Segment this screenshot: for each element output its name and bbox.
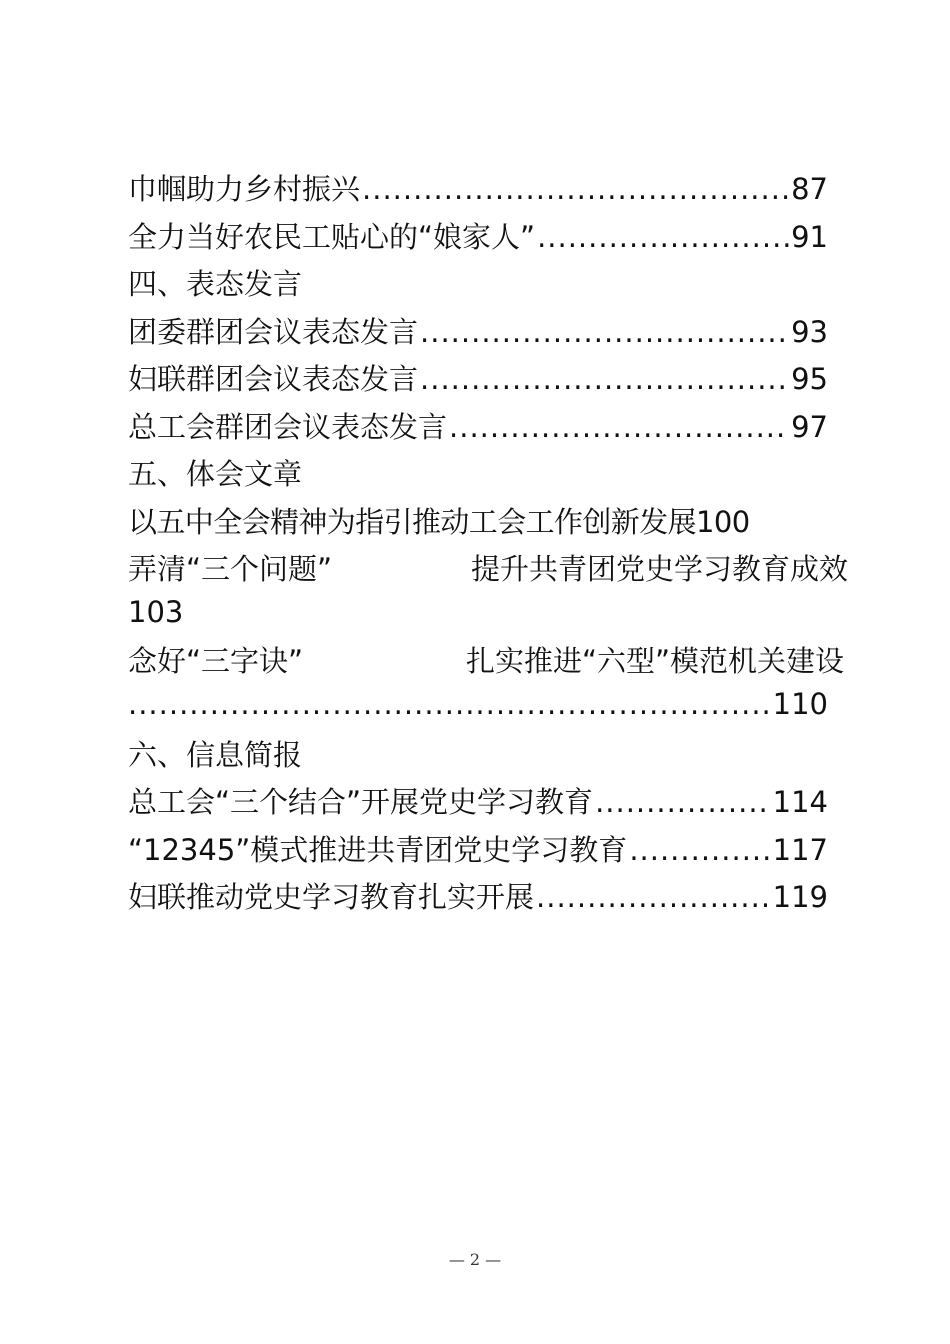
toc-leader-dots bbox=[420, 309, 789, 357]
toc-entry-page: 91 bbox=[791, 219, 828, 254]
toc-entry-title: 妇联推动党史学习教育扎实开展 bbox=[128, 880, 535, 914]
toc-entry-title: 团委群团会议表态发言 bbox=[128, 314, 419, 349]
toc-entry-page: 110 bbox=[772, 687, 828, 721]
toc-entry[interactable] bbox=[128, 214, 828, 262]
toc-entry-title: 弄清“三个问题” bbox=[128, 552, 333, 586]
toc-entry-page: 95 bbox=[791, 362, 828, 396]
toc-entry-title: 总工会群团会议表态发言 bbox=[128, 409, 448, 444]
toc-leader-dots bbox=[362, 166, 789, 214]
toc-entry-line bbox=[128, 638, 844, 684]
section-heading: 六、信息简报 bbox=[128, 737, 303, 772]
page-number: — 2 — bbox=[448, 1250, 502, 1269]
toc-entry[interactable] bbox=[128, 638, 844, 732]
toc-leader-dots bbox=[537, 214, 789, 262]
toc-entry-title: 全力当好农民工贴心的“娘家人” bbox=[128, 219, 536, 254]
toc-entry-page: 119 bbox=[772, 880, 828, 914]
toc-entry-title: 以五中全会精神为指引推动工会工作创新发展 bbox=[128, 504, 697, 539]
table-of-contents bbox=[128, 166, 848, 922]
toc-leader-dots bbox=[629, 827, 770, 875]
toc-entry-page: 100 bbox=[696, 504, 750, 539]
toc-entry[interactable] bbox=[128, 404, 828, 452]
toc-entry[interactable] bbox=[128, 309, 828, 357]
toc-leader-dots bbox=[449, 404, 789, 452]
toc-leader-dots bbox=[536, 874, 771, 922]
toc-entry-line bbox=[128, 546, 848, 592]
toc-entry[interactable] bbox=[128, 166, 828, 214]
toc-entry[interactable] bbox=[128, 546, 848, 638]
toc-entry-title: 妇联群团会议表态发言 bbox=[128, 362, 419, 396]
toc-entry[interactable] bbox=[128, 779, 828, 827]
toc-entry-page: 97 bbox=[791, 409, 828, 444]
toc-entry[interactable] bbox=[128, 499, 848, 547]
toc-entry-title: 总工会“三个结合”开展党史学习教育 bbox=[128, 785, 594, 819]
toc-entry-page: 93 bbox=[791, 314, 828, 349]
toc-entry-page: 114 bbox=[772, 785, 828, 819]
toc-entry-subtitle: 提升共青团党史学习教育成效 bbox=[470, 552, 848, 586]
toc-entry[interactable] bbox=[128, 356, 828, 404]
toc-entry-page: 87 bbox=[791, 172, 828, 206]
toc-entry-page: 117 bbox=[772, 832, 828, 867]
toc-entry-title: 念好“三字诀” bbox=[128, 644, 304, 678]
toc-leader-dots bbox=[420, 356, 789, 404]
toc-entry-page: 103 bbox=[128, 595, 184, 629]
section-heading: 四、表态发言 bbox=[128, 267, 303, 301]
section-heading: 五、体会文章 bbox=[128, 457, 303, 491]
toc-entry-line bbox=[128, 684, 828, 732]
toc-entry[interactable] bbox=[128, 874, 828, 922]
toc-entry-subtitle: 扎实推进“六型”模范机关建设 bbox=[465, 644, 844, 678]
toc-entry-title: 巾帼助力乡村振兴 bbox=[128, 172, 361, 206]
toc-leader-dots bbox=[595, 779, 771, 827]
toc-leader-dots bbox=[128, 684, 773, 724]
toc-entry-title: “12345”模式推进共青团党史学习教育 bbox=[128, 832, 628, 867]
toc-entry[interactable] bbox=[128, 827, 828, 875]
